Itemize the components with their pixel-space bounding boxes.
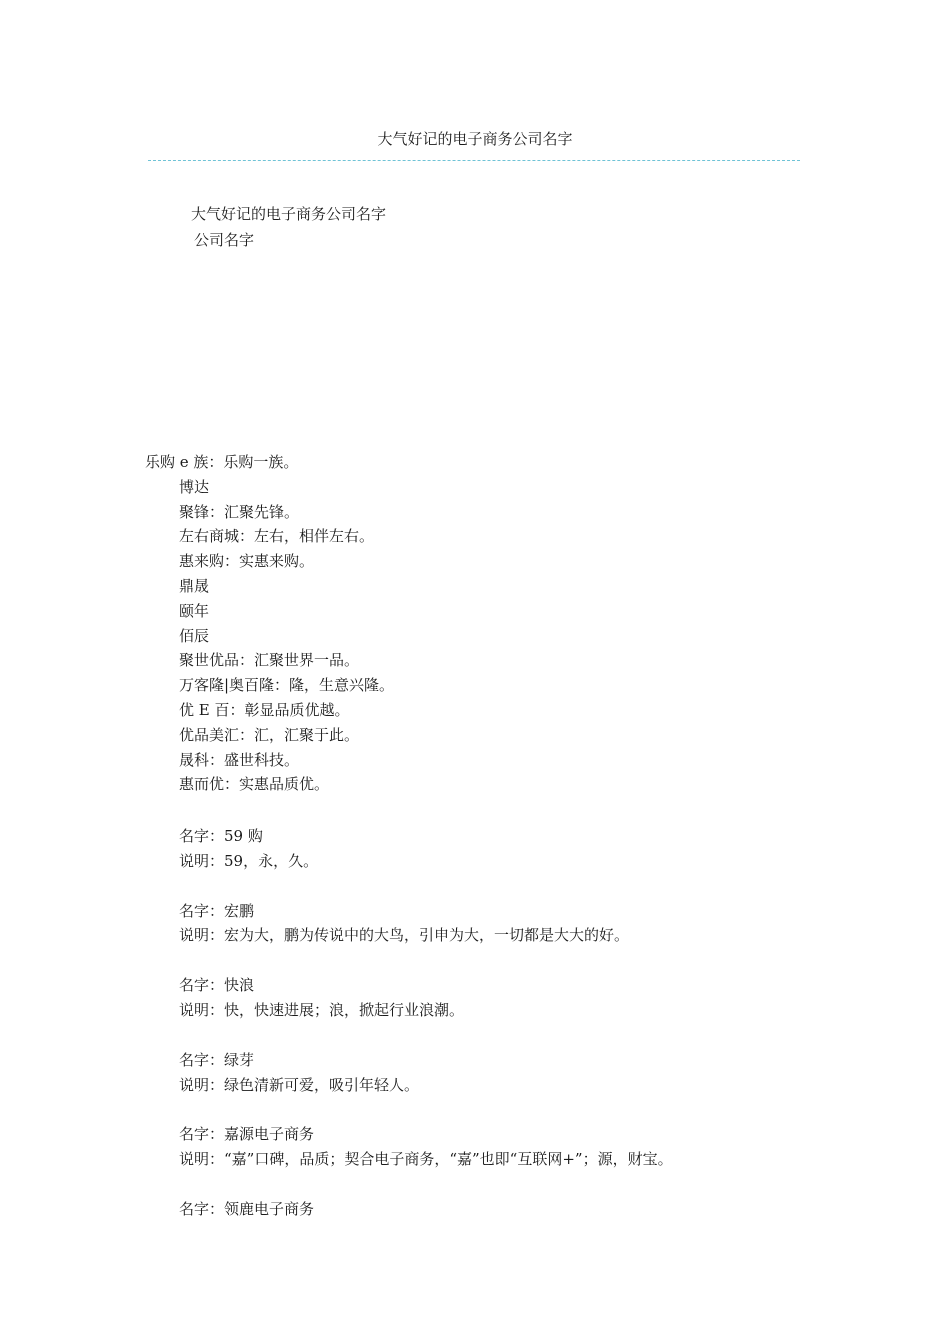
- entry: [179, 1197, 879, 1222]
- list-item: 万客隆|奥百隆：隆，生意兴隆。: [179, 676, 395, 695]
- entry-name: 名字：嘉源电子商务: [179, 1125, 315, 1144]
- page-title: 大气好记的电子商务公司名字: [377, 130, 573, 148]
- list-item: 颐年: [179, 601, 210, 620]
- entry-description: 说明：宏为大，鹏为传说中的大鸟，引申为大，一切都是大大的好。: [179, 926, 630, 945]
- entry-name: 名字：领鹿电子商务: [179, 1199, 315, 1218]
- entry-name: 名字：绿芽: [179, 1050, 255, 1069]
- list-item: 佰辰: [179, 626, 210, 645]
- list-item: 惠来购：实惠来购。: [179, 552, 315, 571]
- list-item: 乐购 e 族：乐购一族。: [145, 453, 299, 471]
- entry: [179, 1122, 879, 1172]
- entry-description: 说明：绿色清新可爱，吸引年轻人。: [179, 1075, 420, 1094]
- list-item: 博达: [179, 477, 210, 496]
- list-item: 左右商城：左右，相伴左右。: [179, 527, 375, 546]
- list-item: 聚世优品：汇聚世界一品。: [179, 651, 360, 670]
- list-item: 惠而优：实惠品质优。: [179, 775, 330, 794]
- document-subheading: 公司名字: [194, 231, 255, 249]
- list-item: 聚锋：汇聚先锋。: [179, 502, 300, 521]
- entry-name: 名字：宏鹏: [179, 901, 255, 920]
- list-item: 优 E 百：彰显品质优越。: [179, 700, 350, 719]
- entry-description: 说明：59，永，久。: [179, 851, 319, 870]
- entry: [179, 899, 879, 949]
- name-entries: [179, 824, 879, 1247]
- entry-description: 说明：快，快速进展；浪，掀起行业浪潮。: [179, 1000, 465, 1019]
- entry-name: 名字：59 购: [179, 827, 263, 845]
- document-heading: 大气好记的电子商务公司名字: [191, 205, 387, 223]
- list-item: 优品美汇：汇，汇聚于此。: [179, 725, 360, 744]
- entry-description: 说明：“嘉”口碑，品质；契合电子商务，“嘉”也即“互联网+”；源，财宝。: [179, 1150, 673, 1169]
- list-item: 晟科：盛世科技。: [179, 750, 300, 769]
- header-divider: [148, 160, 800, 161]
- list-item: 鼎晟: [179, 576, 210, 595]
- entry-name: 名字：快浪: [179, 976, 255, 995]
- entry: [179, 824, 879, 874]
- entry: [179, 1048, 879, 1098]
- entry: [179, 973, 879, 1023]
- name-list: [145, 450, 845, 797]
